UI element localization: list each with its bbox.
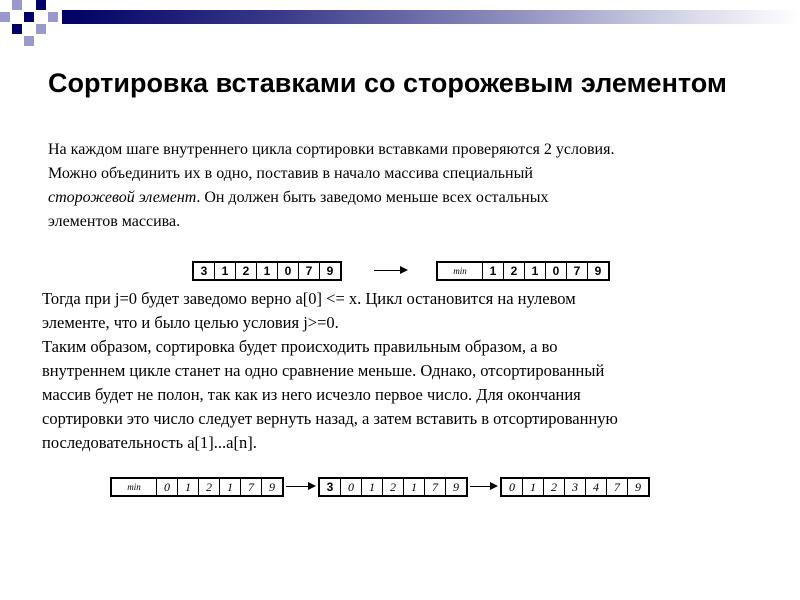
decor-square [12,24,22,34]
array-cell: 3 [319,478,341,496]
array-cell: 9 [320,262,342,280]
arrow-icon [374,270,406,271]
array-cell: 0 [341,478,362,496]
explanation-paragraph [42,287,772,455]
array-cell: 7 [567,262,588,280]
array-cell: 1 [178,478,199,496]
array-cell: 7 [607,478,628,496]
array-cell: 2 [544,478,565,496]
array-cell: 1 [220,478,241,496]
array-cell: 1 [257,262,278,280]
text-line: элементов массива. [48,213,181,230]
intro-paragraph [48,138,768,234]
sentinel-term: сторожевой элемент [48,189,197,206]
decor-square [48,12,58,22]
array-stage-1 [110,477,284,497]
array-cell: 2 [504,262,525,280]
text-line-rest: . Он должен быть заведомо меньше всех остальных [196,189,549,206]
arrow-icon [286,486,314,487]
text-line: Можно объединить их в одно, поставив в начало массива специальный [48,165,533,182]
text-line: внутреннем цикле станет на одно сравнение меньше. Однако, отсортированный [42,361,605,380]
array-cell: 1 [362,478,383,496]
array-cell: 2 [236,262,257,280]
array-cell: 1 [523,478,544,496]
decor-square [24,12,34,22]
decor-square [36,24,46,34]
array-cell: 9 [588,262,610,280]
arrow-icon [470,486,496,487]
text-line: массив будет не полон, так как из него исчезло первое число. Для окончания [42,385,581,404]
array-cell: 7 [425,478,446,496]
text-line: сортировки это число следует вернуть назад, а затем вставить в отсортированную [42,409,618,428]
array-cell: 1 [215,262,236,280]
slide-title: Сортировка вставками со сторожевым элементом [48,68,727,98]
array-cell: 9 [446,478,468,496]
text-line: последовательность a[1]...a[n]. [42,433,257,452]
sentinel-cell: min [111,478,157,496]
text-line [48,186,768,210]
text-line: Тогда при j=0 будет заведомо верно a[0] <= x. Цикл остановится на нулевом [42,289,576,308]
array-cell: 7 [241,478,262,496]
array-cell: 1 [404,478,425,496]
array-cell: 1 [483,262,504,280]
array-cell: 1 [525,262,546,280]
array-cell: 0 [501,478,523,496]
decor-square [12,0,22,10]
array-stage-3 [500,477,650,497]
array-cell: 9 [262,478,284,496]
array-cell: 2 [199,478,220,496]
array-cell: 2 [383,478,404,496]
decor-square [0,12,10,22]
array-after [436,261,610,281]
array-before [192,261,342,281]
array-cell: 0 [278,262,299,280]
header-gradient-band [62,10,800,24]
array-cell: 3 [193,262,215,280]
decor-square [24,36,34,46]
array-cell: 3 [565,478,586,496]
text-line: Таким образом, сортировка будет происходить правильным образом, а во [42,337,558,356]
text-line: элементе, что и было целью условия j>=0. [42,313,339,332]
array-stage-2 [318,477,468,497]
array-cell: 4 [586,478,607,496]
array-cell: 9 [628,478,650,496]
header-decoration [0,0,800,48]
array-cell: 0 [157,478,178,496]
decor-square [36,0,46,10]
sentinel-cell: min [437,262,483,280]
array-cell: 0 [546,262,567,280]
array-cell: 7 [299,262,320,280]
text-line: На каждом шаге внутреннего цикла сортировки вставками проверяются 2 условия. [48,141,615,158]
